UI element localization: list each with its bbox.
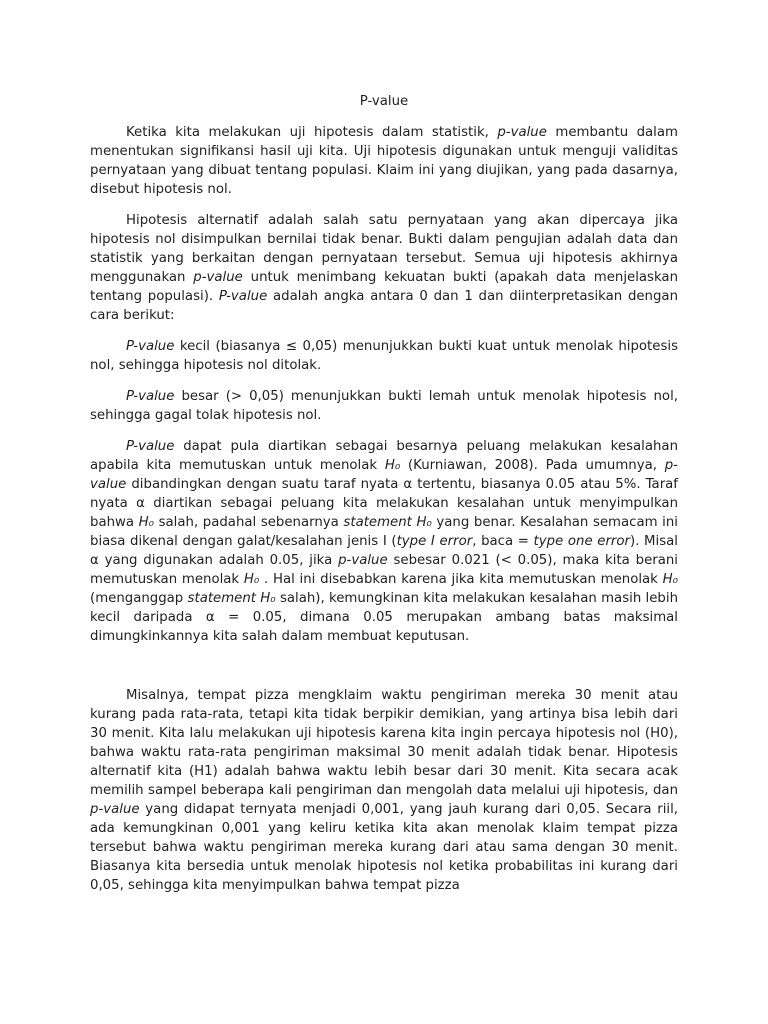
paragraph <box>90 387 678 425</box>
italic-term: p-value <box>90 802 140 817</box>
paragraph-text: besar (> 0,05) menunjukkan bukti lemah untuk menolak hipotesis nol, sehingga gagal tolak hipotesis nol. <box>90 389 678 423</box>
italic-term: P-value <box>126 389 175 404</box>
italic-term: P-value <box>126 439 175 454</box>
paragraph-text: yang benar. Kesalahan semacam ini biasa dikenal dengan galat/kesalahan jenis I ( <box>90 515 678 549</box>
paragraph-text: . Hal ini disebabkan karena jika kita memutuskan menolak <box>259 572 663 587</box>
paragraph-text: , baca = <box>472 534 534 549</box>
paragraph-text: dibandingkan dengan suatu taraf nyata α tertentu, biasanya 0.05 atau 5%. Taraf nyata α diartikan sebagai peluang kita melakukan kesalahan untuk menyimpulkan bahwa <box>90 477 678 530</box>
italic-term: H₀ <box>243 572 260 587</box>
paragraph-text: ). Misal α yang digunakan adalah 0.05, jika <box>90 534 678 568</box>
paragraph-text: untuk menimbang kekuatan bukti (apakah data menjelaskan tentang populasi). <box>90 270 679 304</box>
paragraph-text: salah, padahal sebenarnya <box>154 515 344 530</box>
italic-term: P-value <box>218 289 268 304</box>
paragraph-text: (Kurniawan, 2008). Pada umumnya, <box>400 458 665 473</box>
italic-term: H₀ <box>384 458 401 473</box>
paragraph <box>90 686 678 895</box>
paragraph-text: Misalnya, tempat pizza mengklaim waktu pengiriman mereka 30 menit atau kurang pada rata-rata, tetapi kita tidak berpikir demikian, yang artinya bisa lebih dari 30 menit. Kita lalu melakukan uji hipotesis karena kita ingin percaya hipotesis nol (H0), bahwa waktu rata-rata pengiriman maksimal 30 menit adalah tidak benar. Hipotesis alternatif kita (H1) adalah bahwa waktu lebih besar dari 30 menit. Kita secara acak memilih sampel beberapa kali pengiriman dan mengolah data melalui uji hipotesis, dan <box>90 688 678 798</box>
italic-term: P-value <box>126 339 175 354</box>
italic-term: type one error <box>533 534 630 549</box>
paragraph <box>90 123 678 199</box>
paragraph-text: yang didapat ternyata menjadi 0,001, yang jauh kurang dari 0,05. Secara riil, ada kemungkinan 0,001 yang keliru ketika kita akan menolak klaim tempat pizza tersebut bahwa waktu pengiriman mereka kurang dari atau sama dengan 30 menit. Biasanya kita bersedia untuk menolak hipotesis nol ketika probabilitas ini kurang dari 0,05, sehingga kita menyimpulkan bahwa tempat pizza <box>90 802 678 893</box>
italic-term: p-value <box>497 125 547 140</box>
paragraph-text: Ketika kita melakukan uji hipotesis dalam statistik, <box>126 125 498 140</box>
italic-term: H₀ <box>662 572 678 587</box>
italic-term: H₀ <box>138 515 154 530</box>
paragraph-text: Hipotesis alternatif adalah salah satu pernyataan yang akan dipercaya jika hipotesis nol disimpulkan bernilai tidak benar. Bukti dalam pengujian adalah data dan statistik yang berkaitan dengan pernyataan tersebut. Semua uji hipotesis akhirnya menggunakan <box>90 213 678 285</box>
paragraph-text: kecil (biasanya ≤ 0,05) menunjukkan bukti kuat untuk menolak hipotesis nol, sehingga hipotesis nol ditolak. <box>90 339 678 373</box>
paragraph-text: salah), kemungkinan kita melakukan kesalahan masih lebih kecil daripada α = 0.05, dimana 0.05 merupakan ambang batas maksimal dimungkinkannya kita salah dalam membuat keputusan. <box>90 591 678 644</box>
page-title: P-value <box>359 94 409 109</box>
italic-term: p-value <box>193 270 243 285</box>
paragraph <box>90 337 678 375</box>
paragraph <box>90 211 678 325</box>
italic-term: statement H₀ <box>343 515 432 530</box>
paragraph-text: adalah angka antara 0 dan 1 dan diinterpretasikan dengan cara berikut: <box>90 289 679 323</box>
paragraph-text: membantu dalam menentukan signifikansi hasil uji kita. Uji hipotesis digunakan untuk menguji validitas pernyataan yang dibuat tentang populasi. Klaim ini yang diujikan, yang pada dasarnya, disebut hipotesis nol. <box>90 125 678 197</box>
italic-term: p-value <box>338 553 388 568</box>
document-page <box>90 92 678 907</box>
paragraph-text: (menganggap <box>90 591 188 606</box>
document-body <box>90 123 678 895</box>
italic-term: type I error <box>396 534 473 549</box>
paragraph-text: dapat pula diartikan sebagai besarnya peluang melakukan kesalahan apabila kita memutuskan untuk menolak <box>90 439 678 473</box>
italic-term: p-value <box>90 458 678 492</box>
paragraph-text: sebesar 0.021 (< 0.05), maka kita berani memutuskan menolak <box>90 553 679 587</box>
italic-term: statement H₀ <box>187 591 276 606</box>
paragraph <box>90 437 678 646</box>
paragraph-spacer <box>90 658 678 686</box>
